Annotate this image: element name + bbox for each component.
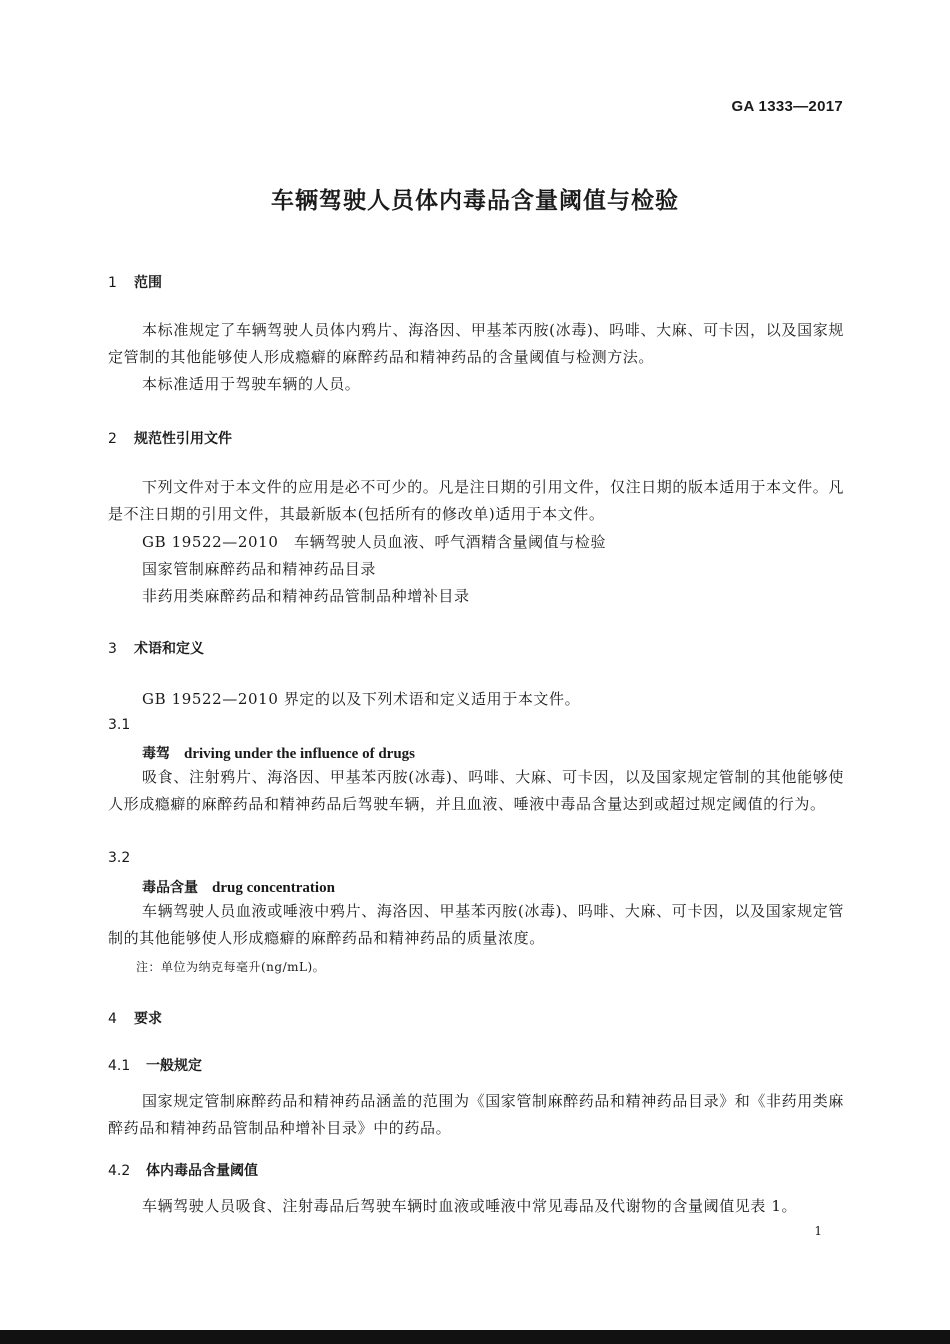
term-definition: 吸食、注射鸦片、海洛因、甲基苯丙胺(冰毒)、吗啡、大麻、可卡因，以及国家规定管制的其他能够使人形成瘾癖的麻醉药品和精神药品后驾驶车辆，并且血液、唾液中毒品含量达到或超过规定阈值的行为。 — [108, 768, 844, 813]
section-number: 3 — [108, 641, 117, 657]
subsection-4-2-paragraph: 车辆驾驶人员吸食、注射毒品后驾驶车辆时血液或唾液中常见毒品及代谢物的含量阈值见表 1。 — [142, 1197, 798, 1215]
document-title: 车辆驾驶人员体内毒品含量阈值与检验 — [271, 188, 679, 214]
term-heading — [142, 743, 415, 763]
subsection-4-2-heading — [108, 1160, 258, 1180]
section-1-paragraph-1: 本标准规定了车辆驾驶人员体内鸦片、海洛因、甲基苯丙胺(冰毒)、吗啡、大麻、可卡因，以及国家规定管制的其他能够使人形成瘾癖的麻醉药品和精神药品的含量阈值与检测方法。 — [108, 321, 844, 366]
section-number: 1 — [108, 275, 117, 291]
section-1-heading — [108, 272, 162, 292]
term-note: 注：单位为纳克每毫升(ng/mL)。 — [136, 960, 326, 974]
terms-intro: GB 19522—2010 界定的以及下列术语和定义适用于本文件。 — [142, 690, 581, 708]
term-en: drug concentration — [212, 880, 335, 896]
term-number: 3.1 — [108, 717, 131, 733]
subsection-number: 4.2 — [108, 1163, 131, 1179]
term-en: driving under the influence of drugs — [184, 746, 415, 762]
section-1-paragraph-2: 本标准适用于驾驶车辆的人员。 — [142, 375, 361, 393]
term-zh: 毒品含量 — [142, 880, 198, 896]
standard-code: GA 1333—2017 — [731, 98, 843, 115]
section-title: 术语和定义 — [134, 641, 204, 657]
section-4-heading — [108, 1008, 162, 1028]
term-zh: 毒驾 — [142, 746, 170, 762]
section-title: 规范性引用文件 — [134, 431, 232, 447]
subsection-4-1-paragraph: 国家规定管制麻醉药品和精神药品涵盖的范围为《国家管制麻醉药品和精神药品目录》和《非药用类麻醉药品和精神药品管制品种增补目录》中的药品。 — [108, 1092, 845, 1137]
subsection-4-1-heading — [108, 1055, 202, 1075]
reference-item: 非药用类麻醉药品和精神药品管制品种增补目录 — [142, 587, 470, 605]
term-heading — [142, 877, 335, 897]
subsection-number: 4.1 — [108, 1058, 131, 1074]
subsection-title: 体内毒品含量阈值 — [146, 1163, 258, 1179]
section-3-heading — [108, 638, 204, 658]
section-2-heading — [108, 428, 232, 448]
section-number: 2 — [108, 431, 117, 447]
section-number: 4 — [108, 1011, 117, 1027]
page-number: 1 — [814, 1224, 822, 1238]
section-title: 要求 — [134, 1011, 162, 1027]
scan-edge-bar — [0, 1330, 950, 1344]
subsection-title: 一般规定 — [146, 1058, 202, 1074]
term-definition: 车辆驾驶人员血液或唾液中鸦片、海洛因、甲基苯丙胺(冰毒)、吗啡、大麻、可卡因，以及国家规定管制的其他能够使人形成瘾癖的麻醉药品和精神药品的质量浓度。 — [108, 902, 844, 947]
reference-item: GB 19522—2010 车辆驾驶人员血液、呼气酒精含量阈值与检验 — [142, 533, 607, 551]
section-2-paragraph: 下列文件对于本文件的应用是必不可少的。凡是注日期的引用文件，仅注日期的版本适用于本文件。凡是不注日期的引用文件，其最新版本(包括所有的修改单)适用于本文件。 — [108, 478, 845, 523]
term-number: 3.2 — [108, 850, 131, 866]
reference-item: 国家管制麻醉药品和精神药品目录 — [142, 560, 377, 578]
section-title: 范围 — [134, 275, 162, 291]
